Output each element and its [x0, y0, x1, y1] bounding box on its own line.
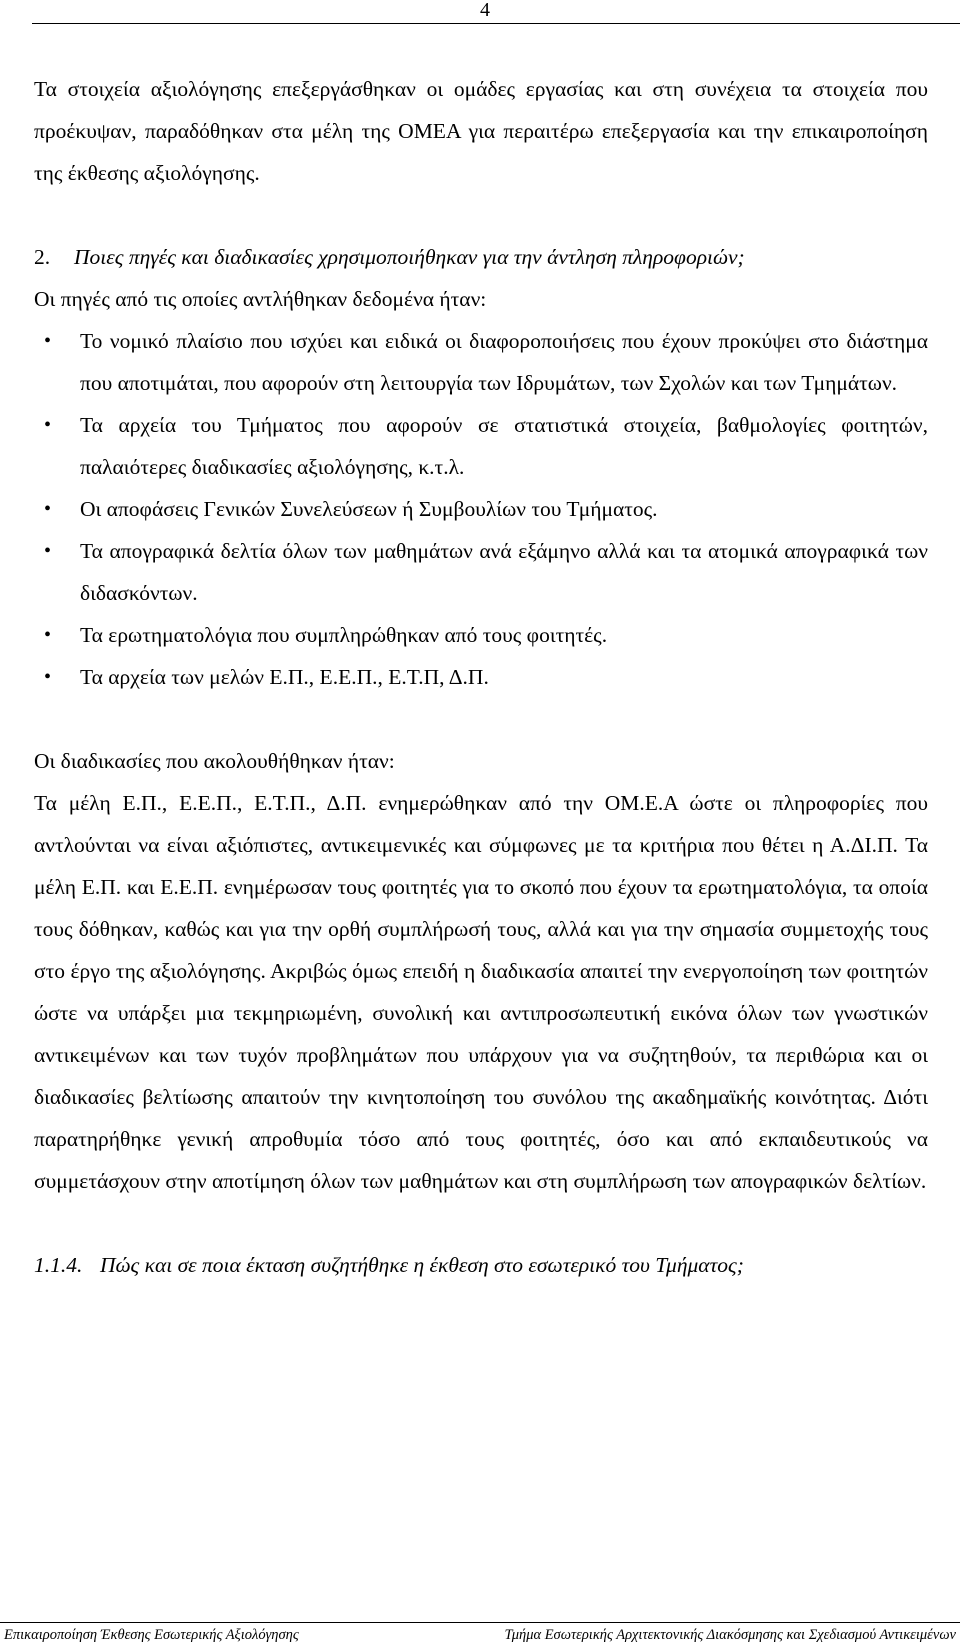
footer-right-text: Τμήμα Εσωτερικής Αρχιτεκτονικής Διακόσμησης και Σχεδιασμού Αντικειμένων: [504, 1627, 956, 1643]
bullet-icon: •: [44, 666, 52, 688]
bullet-icon: •: [44, 624, 52, 646]
bullet-icon: •: [44, 330, 52, 352]
list-item-text: Οι αποφάσεις Γενικών Συνελεύσεων ή Συμβουλίων του Τμήματος.: [80, 497, 658, 521]
list-item-text: Τα ερωτηματολόγια που συμπληρώθηκαν από τους φοιτητές.: [80, 623, 608, 647]
footer-left-text: Επικαιροποίηση Έκθεσης Εσωτερικής Αξιολόγησης: [4, 1627, 299, 1643]
list-item-text: Το νομικό πλαίσιο που ισχύει και ειδικά οι διαφοροποιήσεις που έχουν προκύψει στο διάστημα που αποτιμάται, που αφορούν στη λειτουργία των Ιδρυμάτων, των Σχολών και των Τμημάτων.: [80, 329, 928, 395]
footer-rule: [0, 1622, 960, 1623]
list-item-text: Τα αρχεία του Τμήματος που αφορούν σε στατιστικά στοιχεία, βαθμολογίες φοιτητών, παλαιότερες διαδικασίες αξιολόγησης, κ.τ.λ.: [80, 413, 928, 479]
list-item: [34, 614, 928, 656]
bullet-icon: •: [44, 498, 52, 520]
list-item: [34, 404, 928, 488]
bullet-icon: •: [44, 540, 52, 562]
spacer: [34, 698, 928, 740]
list-item-text: Τα αρχεία των μελών Ε.Π., Ε.Ε.Π., Ε.Τ.Π, Δ.Π.: [80, 665, 489, 689]
section-title: Πώς και σε ποια έκταση συζητήθηκε η έκθεση στο εσωτερικό του Τμήματος;: [100, 1253, 744, 1277]
procedures-paragraph: Τα μέλη Ε.Π., Ε.Ε.Π., Ε.Τ.Π., Δ.Π. ενημερώθηκαν από την ΟΜ.Ε.Α ώστε οι πληροφορίες που αντλούνται να είναι αξιόπιστες, αντικειμενικές και σύμφωνες με τα κριτήρια που θέτει η Α.ΔΙ.Π. Τα μέλη Ε.Π. και Ε.Ε.Π. ενημέρωσαν τους φοιτητές για το σκοπό που έχουν τα ερωτηματολόγια, τα οποία τους δόθηκαν, καθώς και για την ορθή συμπλήρωσή τους, αλλά και για την σημασία συμμετοχής τους στο έργο της αξιολόγησης. Ακριβώς όμως επειδή η διαδικασία απαιτεί την ενεργοποίηση των φοιτητών ώστε να υπάρξει μια τεκμηριωμένη, συνολική και αντιπροσωπευτική εικόνα όλων των γνωστικών αντικειμένων και των τυχόν προβλημάτων που υπάρχουν για να συζητηθούν, τα περιθώρια και οι διαδικασίες βελτίωσης απαιτούν την κινητοποίηση του συνόλου της ακαδημαϊκής κοινότητας. Διότι παρατηρήθηκε γενική απροθυμία τόσο από τους φοιτητές, όσο και από εκπαιδευτικούς να συμμετάσχουν στην αποτίμηση όλων των μαθημάτων και στη συμπλήρωση των απογραφικών δελτίων.: [34, 791, 928, 1193]
list-item-text: Τα απογραφικά δελτία όλων των μαθημάτων ανά εξάμηνο αλλά και τα ατομικά απογραφικά των διδασκόντων.: [80, 539, 928, 605]
procedures-intro: Οι διαδικασίες που ακολουθήθηκαν ήταν:: [34, 749, 395, 773]
bullet-icon: •: [44, 414, 52, 436]
page-number: 4: [480, 0, 490, 21]
sources-intro: Οι πηγές από τις οποίες αντλήθηκαν δεδομένα ήταν:: [34, 287, 487, 311]
list-item: [34, 320, 928, 404]
section-heading: [34, 1244, 928, 1286]
document-body: [34, 68, 928, 1286]
question-number: 2.: [34, 245, 51, 269]
list-item: [34, 530, 928, 614]
sources-list: [34, 320, 928, 698]
header-rule: [32, 23, 960, 24]
list-item: [34, 488, 928, 530]
question-text: Ποιες πηγές και διαδικασίες χρησιμοποιήθηκαν για την άντληση πληροφοριών;: [74, 245, 745, 269]
question-heading: [34, 236, 928, 278]
intro-paragraph: Τα στοιχεία αξιολόγησης επεξεργάσθηκαν οι ομάδες εργασίας και στη συνέχεια τα στοιχεία που προέκυψαν, παραδόθηκαν στα μέλη της ΟΜΕΑ για περαιτέρω επεξεργασία και την επικαιροποίηση της έκθεσης αξιολόγησης.: [34, 77, 928, 185]
list-item: [34, 656, 928, 698]
section-number: 1.1.4.: [34, 1253, 83, 1277]
